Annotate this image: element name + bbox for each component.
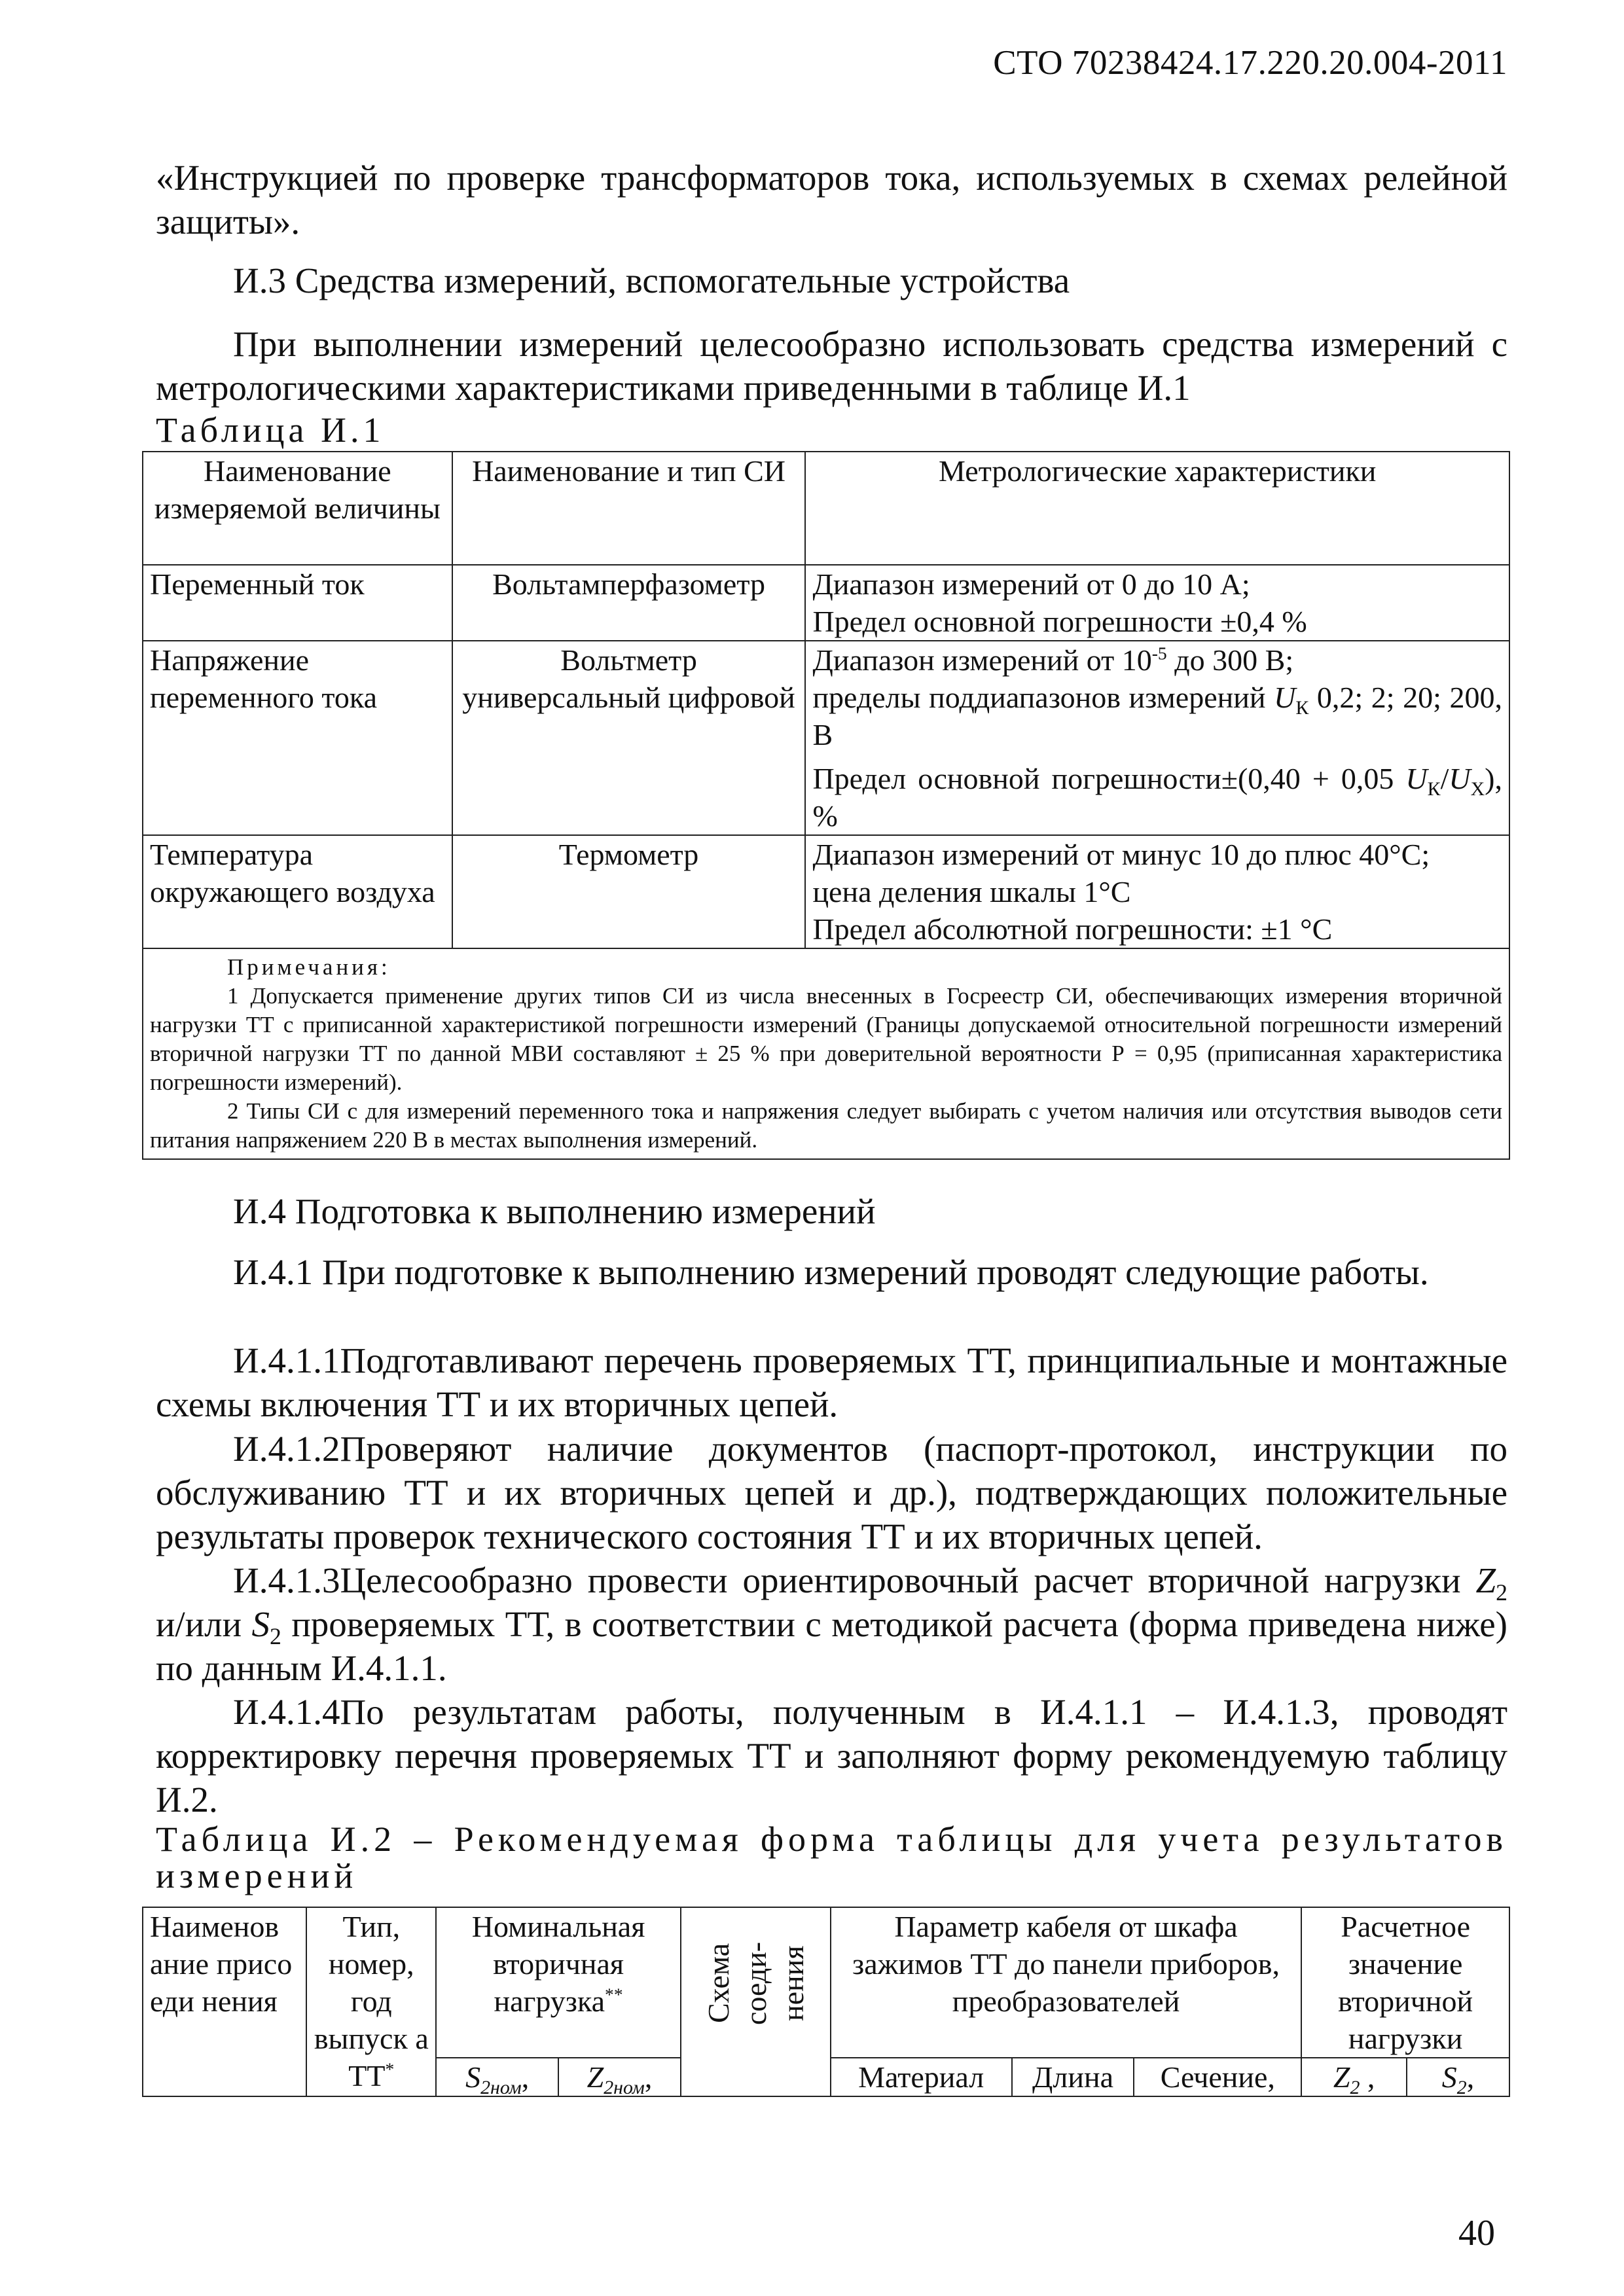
row-instrument: Термометр — [452, 835, 806, 948]
note-item: 2 Типы СИ с для измерений переменного тока и напряжения следует выбирать с учетом наличия или отсутствия выводов сети питания напряжением 220 В в местах выполнения измерений. — [150, 1098, 1502, 1153]
char-line: Предел основной погрешности ±0,4 % — [812, 605, 1307, 638]
subheader-cell: Материал — [831, 2058, 1012, 2096]
table1-caption: Таблица И.1 — [156, 410, 385, 450]
char-line: Диапазон измерений от 0 до 10 А; — [812, 567, 1250, 601]
table-i1 — [142, 451, 1510, 1160]
char-line: пределы поддиапазонов измерений $U_К$ 0,2; 2; 20; 200, В — [812, 681, 1503, 751]
table-header-row — [143, 452, 1509, 565]
page-number: 40 — [1458, 2213, 1495, 2253]
notes-title: Примечания: — [227, 954, 391, 980]
row-name: Переменный ток — [143, 565, 452, 641]
row-instrument: Вольтамперфазометр — [452, 565, 806, 641]
header-cell: Расчетное значение вторичной нагрузки — [1301, 1907, 1509, 2058]
header-cell: Тип, номер, год выпуск а ТТ* — [306, 1907, 436, 2096]
char-line: Предел основной погрешности±(0,40 + 0,05 $U_К/U_Х$), % — [812, 762, 1502, 833]
paragraph-i41: И.4.1 При подготовке к выполнению измерений проводят следующие работы. — [233, 1252, 1429, 1292]
subheader-cell: $Z_{2ном}$, — [558, 2058, 681, 2096]
char-line: Диапазон измерений от минус 10 до плюс 40°С; — [812, 838, 1430, 871]
note-item: 1 Допускается применение других типов СИ из числа внесенных в Госреестр СИ, обеспечивающих измерения вторичной нагрузки ТТ с приписанной характеристикой погрешности измерений (Границы допускаемой относительной погрешности измерений вторичной нагрузки ТТ по данной МВИ составляют ± 25 % при доверительной вероятности Р = 0,95 (приписанная характеристика погрешности измерений). — [150, 983, 1502, 1095]
table-notes — [143, 948, 1509, 1159]
header-cell: Наименов ание присоеди нения — [143, 1907, 306, 2096]
paragraph-i412: И.4.1.2Проверяют наличие документов (паспорт-протокол, инструкции по обслуживанию ТТ и их вторичных цепей и др.), подтверждающих положительные результаты проверок технического состояния ТТ и их вторичных цепей. — [156, 1429, 1507, 1556]
subheader-cell: $Z_2$ , — [1301, 2058, 1407, 2096]
paragraph-i413: И.4.1.3Целесообразно провести ориентировочный расчет вторичной нагрузки $Z_2$ и/или $S_2$ проверяемых ТТ, в соответствии с методикой расчета (форма приведена ниже) по данным И.4.1.1. — [156, 1560, 1507, 1688]
subheader-cell: $S_{2ном}$, — [436, 2058, 558, 2096]
char-line: цена деления шкалы 1°С — [812, 875, 1131, 908]
row-name: Напряжение переменного тока — [143, 641, 452, 835]
table-header-row — [143, 1907, 1509, 2058]
notes-row — [143, 948, 1509, 1159]
section-i3-paragraph: При выполнении измерений целесообразно использовать средства измерений с метрологическими характеристиками приведенными в таблице И.1 — [156, 324, 1507, 408]
subheader-cell: $S_2$, — [1407, 2058, 1509, 2096]
header-cell: Метрологические характеристики — [805, 452, 1509, 565]
section-i3-title: И.3 Средства измерений, вспомогательные устройства — [233, 260, 1070, 300]
char-line: Диапазон измерений от $10^{-5}$ до 300 В; — [812, 643, 1294, 677]
table-row — [143, 835, 1509, 948]
char-line: Предел абсолютной погрешности: ±1 °С — [812, 912, 1333, 946]
row-characteristics — [805, 835, 1509, 948]
header-cell: Параметр кабеля от шкафа зажимов ТТ до панели приборов, преобразователей — [831, 1907, 1301, 2058]
paragraph-i414: И.4.1.4По результатам работы, полученным в И.4.1.1 – И.4.1.3, проводят корректировку перечня проверяемых ТТ и заполняют форму рекомендуемую таблицу И.2. — [156, 1692, 1507, 1820]
header-cell-scheme: Схема соеди- нения — [681, 1907, 831, 2096]
paragraph-i411: И.4.1.1Подготавливают перечень проверяемых ТТ, принципиальные и монтажные схемы включения ТТ и их вторичных цепей. — [156, 1340, 1507, 1424]
row-name: Температура окружающего воздуха — [143, 835, 452, 948]
document-code: СТО 70238424.17.220.20.004-2011 — [993, 44, 1507, 82]
table-row — [143, 565, 1509, 641]
intro-paragraph: «Инструкцией по проверке трансформаторов тока, используемых в схемах релейной защиты». — [156, 158, 1507, 242]
subheader-cell: Длина — [1012, 2058, 1134, 2096]
header-cell: Наименование измеряемой величины — [143, 452, 452, 565]
row-characteristics — [805, 565, 1509, 641]
header-cell: Наименование и тип СИ — [452, 452, 806, 565]
table-row — [143, 641, 1509, 835]
row-characteristics — [805, 641, 1509, 835]
table-i2 — [142, 1907, 1510, 2097]
table2-caption: Таблица И.2 – Рекомендуемая форма таблицы для учета результатов измерений — [156, 1820, 1507, 1895]
section-i4-title: И.4 Подготовка к выполнению измерений — [233, 1191, 876, 1231]
header-cell: Номинальная вторичная нагрузка** — [436, 1907, 681, 2058]
subheader-cell: Сечение, — [1134, 2058, 1301, 2096]
row-instrument: Вольтметр универсальный цифровой — [452, 641, 806, 835]
